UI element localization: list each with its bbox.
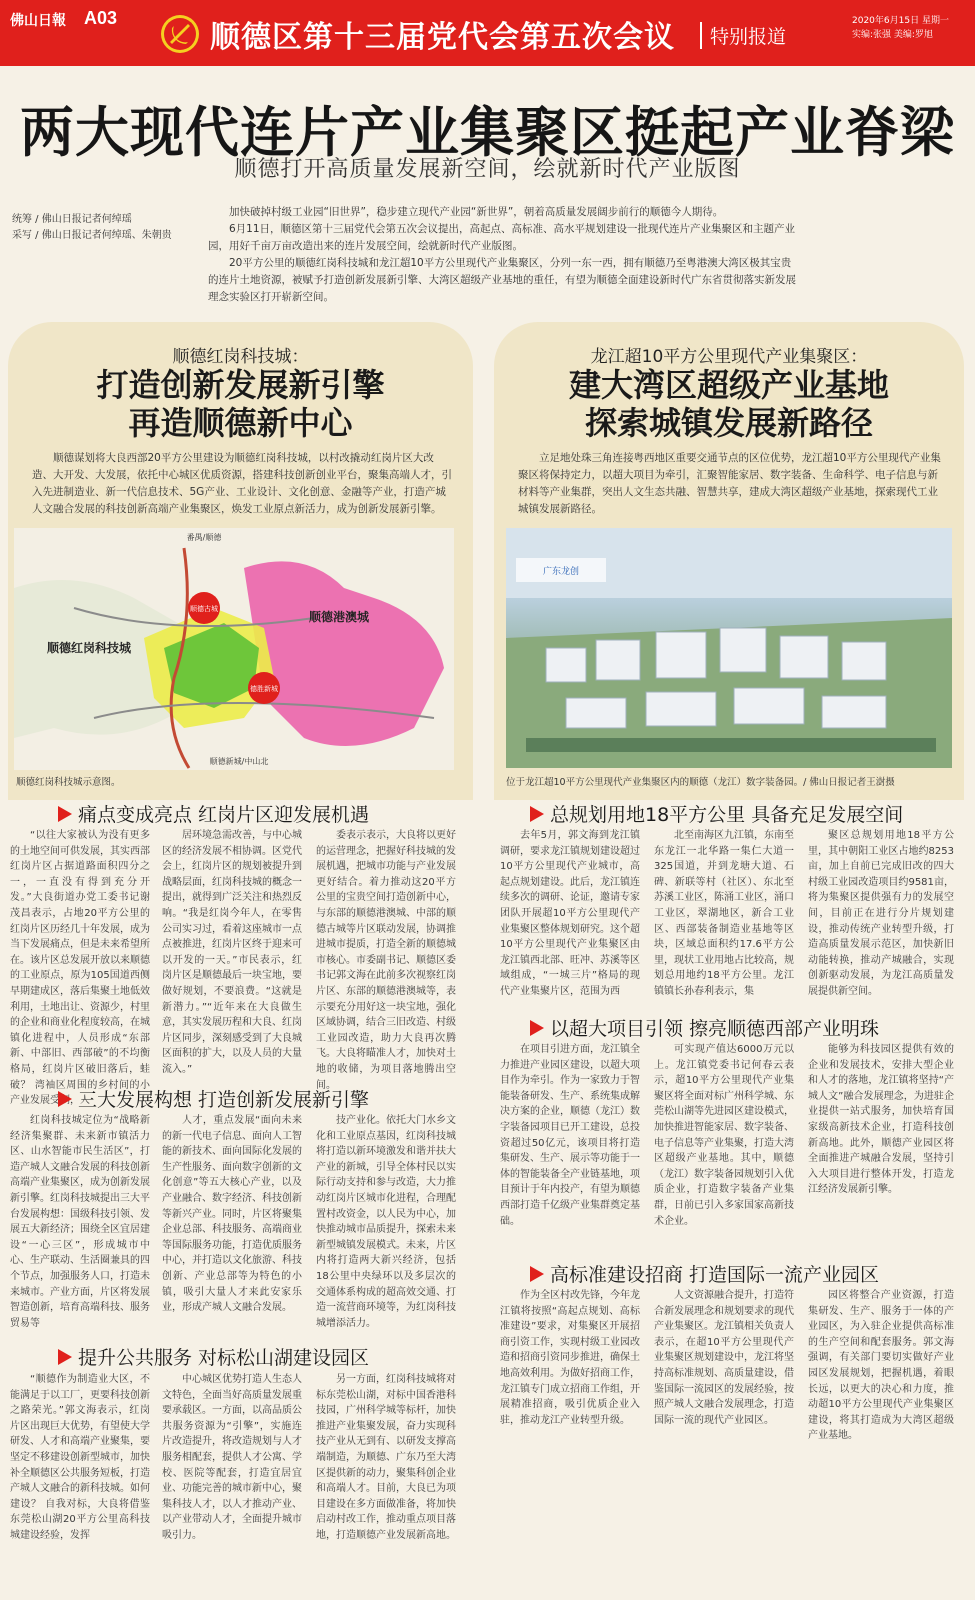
article-text: 委表示表示，大良将以更好的运营理念，把握好科技城的发展机遇，把城市功能与产业发展更好结合。着力推动这20平方公里的宝贵空间打造创新中心，与东部的顺德港澳城、中部的顺德古城等片区联动发展，协调推进城市提质，打造全新的顺德城市核心。市委副书记、顺德区委书记郭文海在此前多次视察红岗片区、东部的顺德港澳城等，表示要充分用好这一块宝地，强化区域协调，结合三旧改造、村级工业园改造，助力大良再次腾飞。大良将瞄准人才，加快对土地的收储，为项目落地腾出空间。 [316, 830, 456, 1091]
lead-paragraphs [208, 204, 798, 306]
photo-sign: 广东龙创 [542, 567, 580, 577]
right-panel-title [494, 366, 964, 442]
editors: 实编:张强 美编:罗旭 [852, 30, 933, 40]
map-label-hk: 顺德港澳城 [308, 610, 370, 624]
article-text: 居环境急需改善，与中心城区的经济发展不相协调。区党代会上，红岗片区的规划被提升到战略层面，红岗科技城的概念一提出，就得到广泛关注和热烈反响。“我是红岗今年人，在零售公司实习过，看着这座城市一点点被推进，红岗片区终于迎来可以开发的一天。”市民表示，红岗片区是顺德最后一块宝地，要做好规划，不要浪费。“这就是新潜力。”“近年来在大良做生意，其实发展历程和大良、红岗片区同步，深刻感受到了大良城区面积的扩大，以及人员的大量流入。” [162, 830, 302, 1075]
party-emblem-icon [160, 14, 200, 54]
left-section-2-col1 [10, 1113, 150, 1331]
right-panel-title-line1: 建大湾区超级产业基地 [568, 366, 889, 404]
right-feature-panel [494, 322, 964, 800]
article-text: 另一方面，红岗科技城将对标东莞松山湖，对标中国香港科技园，广州科学城等标杆，加快推进产业集聚发展，奋力实现科技产业从无到有、以研发支撑高端制造，为顺德、广东乃至大湾区提供新的动力，聚集科创企业和高端人才。目前，大良已为项目建设在多方面做准备，将加快启动村改工作，推动重点项目落地，打造顺德产业发展新高地。 [316, 1374, 456, 1541]
map-label-new: 德胜新城 [250, 685, 278, 693]
right-section-1-col3 [808, 828, 954, 998]
right-section-2-col2 [654, 1042, 794, 1242]
left-section-3-col3 [316, 1372, 456, 1594]
right-section-2-head [530, 1014, 879, 1041]
headline: 两大现代连片产业集聚区挺起产业脊梁 [20, 101, 955, 164]
left-section-3-head [58, 1343, 369, 1370]
right-section-3-col2 [654, 1288, 794, 1594]
left-panel-title-line1: 打造创新发展新引擎 [96, 366, 385, 404]
article-text: 园区将整合产业资源，打造集研发、生产、服务于一体的产业园区，为入驻企业提供高标准的生产空间和配套服务。郭文海强调，有关部门要切实做好产业园区发展规划，把握机遇，着眼长远，以更大的决心和力度，推动超10平方公里现代产业集聚区建设，将其打造成为大湾区超级产业基地。 [808, 1290, 954, 1442]
left-section-2-col3 [316, 1113, 456, 1331]
article-text: 人文资源融合提升，打造符合新发展理念和规划要求的现代产业集聚区。龙江镇相关负责人表示，在超10平方公里现代产业集聚区规划建设中，龙江将坚持高标准规划、高质量建设，借鉴国际一流园区的发展经验，按照产城人文融合发展理念，打造国际一流的现代产业园区。 [654, 1290, 794, 1426]
right-section-1-head [530, 800, 903, 827]
triangle-bullet-icon [58, 1091, 72, 1107]
left-panel-title-line2: 再造顺德新中心 [128, 404, 353, 442]
right-section-3-col1 [500, 1288, 640, 1594]
right-section-1-title: 总规划用地18平方公里 具备充足发展空间 [550, 804, 904, 826]
map-label-ancient: 顺德古城 [190, 605, 218, 613]
article-text: 人才，重点发展“面向未来的新一代电子信息、面向人工智能的新技术、面向国际化发展的生产性服务、面向数字创新的文化创意”等五大核心产业，以及产业融合、数字经济、科技创新等新兴产业。同时，片区将聚集企业总部、科技服务、高端商业等国际服务功能，打造优质服务中心，并打造以文化旅游、科技创新、产业总部等为特色的小镇，吸引大量人才来此安家乐业，形成产城人文融合发展。 [162, 1115, 302, 1314]
left-panel-intro: 顺德谋划将大良西部20平方公里建设为顺德红岗科技城，以村改撬动红岗片区大改造、大开发、大发展，依托中心城区优质资源，搭建科技创新创业平台，聚集高端人才，引入先进制造业、新一代信息技术、5G产业、工业设计、文化创意、金融等产业，打造产城人文融合发展的科技创新高端产业集聚区，焕发工业原点新活力，成为创新发展新引擎。 [32, 452, 452, 515]
left-section-1-title: 痛点变成亮点 红岗片区迎发展机遇 [78, 804, 370, 826]
left-feature-panel [8, 322, 473, 800]
left-section-3-col2 [162, 1372, 302, 1594]
right-section-2-title: 以超大项目引领 擦亮顺德西部产业明珠 [550, 1018, 880, 1040]
left-section-3-title: 提升公共服务 对标松山湖建设园区 [78, 1347, 370, 1369]
article-text: 可实现产值达6000万元以上。龙江镇党委书记何春云表示，超10平方公里现代产业集聚区将全面对标广州科学城、东莞松山湖等先进园区建设模式，加快推进智能家居、数字装备、电子信息等产业集聚，打造大湾区超级产业基地。其中，顺德（龙江）数字装备园规划引入优质企业，打造数字装备产业集群，日前已引入多家国家高新技术企业。 [654, 1044, 794, 1227]
triangle-bullet-icon [58, 806, 72, 822]
lead-paragraph: 20平方公里的顺德红岗科技城和龙江超10平方公里现代产业集聚区，分列一东一西，拥有顺德乃至粤港澳大湾区极其宝贵的连片土地资源，被赋予打造创新发展新引擎、大湾区超级产业基地的重任，有望为顺德全面建设新时代广东省贯彻落实新发展理念实验区打开崭新空间。 [208, 257, 796, 303]
lead-paragraph: 加快破掉村级工业园“旧世界”，稳步建立现代产业园“新世界”，朝着高质量发展阔步前行的顺德今人期待。 [229, 206, 724, 218]
left-section-1-col2 [162, 828, 302, 1075]
article-text: 红岗科技城定位为“战略新经济集聚群、未来新市镇活力区、山水智能市民生活区”，打造产城人文融合发展的科技创新高端产业集聚区，成为创新发展新引擎。红岗科技城提出三大平台发展构想：国级科技引领、发展五大新经济；围绕全区宜居建设“一心三区”，形成城市中心、生产联动、生活圈兼具的四个节点，加强服务人口，打造未来城市。产业方面，片区将发展智造创新，培育高端科技、服务贸易等 [10, 1115, 150, 1329]
article-text: “顺德作为制造业大区，不能满足于以工厂，更要科技创新之路荣光。”郭文海表示，红岗片区出现巨大优势，有望使大学研发、人才和高端产业聚集，要坚定不移建设创新型城市，加快补全顺德区公共服务短板，打造产城人文融合的新科技城。如何建设？ 自我对标，大良将借鉴东莞松山湖20平方公里高科技城建设经验，发挥 [10, 1374, 150, 1541]
right-section-3-head [530, 1260, 879, 1287]
left-section-1-col1 [10, 828, 150, 1107]
article-text: 聚区总规划用地18平方公里，其中朝阳工业区占地约8253亩，加上自前已完成旧改的四大村级工业园改造项目约9581亩，将为集聚区提供强有力的发展空间，目前正在进行分片规划建设，推动传统产业转型升级，打造高质量发展示范区，加快新旧动能转换，推动产城融合，实现创新驱动发展，为龙江高质量发展提供新空间。 [808, 830, 954, 997]
left-panel-caption: 顺德红岗科技城示意图。 [16, 777, 121, 788]
right-section-2-col3 [808, 1042, 954, 1242]
industrial-park-photo [506, 528, 952, 768]
article-text: 去年5月，郭文海到龙江镇调研，要求龙江镇规划建设超过10平方公里现代产业城市，高起点规划建设。此后，龙江镇连续多次的调研、论证，邀请专家团队开展超10平方公里现代产业集聚区整体规划研究。这个超10平方公里现代产业集聚区由龙江镇西北部、旺冲、苏溪等区域组成，“一城三片”格局的现代产业集聚片区，范围为西 [500, 830, 640, 997]
lead-paragraph: 6月11日，顺德区第十三届党代会第五次会议提出，高起点、高标准、高水平规划建设一批现代连片产业集聚区和主题产业园，用好千亩万亩改造出来的连片发展空间，绘就新时代产业版图。 [208, 223, 796, 252]
byline-reporters: 采写 / 佛山日报记者何绰瑶、朱朝贵 [12, 230, 172, 241]
triangle-bullet-icon [58, 1349, 72, 1365]
article-text: 在项目引进方面，龙江镇全力推进产业园区建设，以超大项目作为牵引。作为一家致力于智能装备研发、生产、系统集成解决方案的企业，顺德（龙江）数字装备园项目已开工建设，总投资超过50亿元，该项目将打造集研发、生产、展示等功能于一体的智能装备全产业链基地，项目预计于年内投产，有望为顺德西部打造千亿级产业集群奠定基础。 [500, 1044, 640, 1227]
right-panel-title-line2: 探索城镇发展新路径 [584, 404, 873, 442]
page-number: A03 [84, 8, 118, 28]
page-header [0, 0, 975, 66]
map-label-hg: 顺德红岗科技城 [46, 641, 132, 655]
newspaper-logo: 佛山日報 [10, 13, 66, 29]
article-text: 中心城区优势打造人生态人文特色，全面当好高质量发展重要承载区。一方面，以高品质公共服务资源为“引擎”，实施连片改造提升，将改造规划与人才服务相配套，提供人才公寓、学校、医院等配套，打造宜居宜业、功能完善的城市新中心，聚集科技人才，以人才推动产业、以产业带动人才，全面提升城市吸引力。 [162, 1374, 302, 1541]
right-panel-caption: 位于龙江超10平方公里现代产业集聚区内的顺德（龙江）数字装备园。/ 佛山日报记者王澍摄 [506, 777, 895, 788]
article-text: 作为全区村改先锋，今年龙江镇将按照“高起点规划、高标准建设”要求，对集聚区开展招商引资工作，实现村级工业园改造和招商引资同步推进，确保土地高效利用。为做好招商工作，龙江镇专门成立招商工作组，开展精准招商，吸引优质企业入驻，推动龙江产业转型升级。 [500, 1290, 640, 1426]
industrial-park-model-illustration [506, 528, 952, 768]
issue-date: 2020年6月15日 星期一 [852, 16, 949, 26]
article-text: 北至南海区九江镇，东南至东龙江一北华路一集仁大道一325国道，并到龙塘大道、石碑、新联等村（社区）、东北至苏溪工业区，陈涌工业区，涌口工业区，翠湖地区，新合工业区、西部装备制造业基地等区块，区域总面积约17.6平方公里，现状工业用地占比较高，规划总用地约18平方公里。龙江镇镇长孙春利表示，集 [654, 830, 794, 997]
left-section-1-head [58, 800, 369, 827]
header-date-block [852, 14, 949, 42]
article-text: 能够为科技园区提供有效的企业和发展技术，安排大型企业和人才的落地，龙江镇将坚持“产城人文”融合发展理念，为进驻企业提供一站式服务，加快培育国家级高新技术企业，打造科技创新高地。此外，顺德产业园区将全面推进产城融合发展，坚持引入大项目进行整体开发，打造龙江经济发展新引擎。 [808, 1044, 954, 1196]
left-section-2-col2 [162, 1113, 302, 1331]
right-panel-kicker: 龙江超10平方公里现代产业集聚区： [590, 347, 868, 367]
byline-coordinator: 统筹 / 佛山日报记者何绰瑶 [12, 214, 132, 225]
right-section-2-col1 [500, 1042, 640, 1242]
header-title: 顺德区第十三届党代会第五次会议 [210, 20, 675, 55]
left-panel-kicker: 顺德红岗科技城： [172, 347, 309, 367]
right-section-3-col3 [808, 1288, 954, 1594]
triangle-bullet-icon [530, 806, 544, 822]
right-section-1-col1 [500, 828, 640, 998]
map-label-north: 番禺/顺德 [186, 533, 222, 542]
article-text: “以往大家被认为没有更多的土地空间可供发展，其实西部红岗片区占据道路面积四分之一，一直没有得到充分开发。”大良街道办党工委书记谢茂昌表示，占地20平方公里的红岗片区历经几十年发展，成为当下发展痛点，但是未来希望所在。该片区总发展开放以来顺德的工业原点，原为105国道西侧早期建成区，落后集聚土地低效利用，土地出让、资源少，村里的企业和商业化程度较高，在城镇化进程中，人员形成“东部新、中部旧、西部破”的不均衡格局，红岗片区破旧落后，蛙破？ 湾袖区周围的乡村间的小产业发展受制，人 [10, 830, 150, 1107]
header-tag: 特别报道 [700, 22, 786, 49]
honggang-map [14, 528, 454, 770]
left-section-1-col3 [316, 828, 456, 1091]
right-section-1-col2 [654, 828, 794, 998]
map-label-south: 顺德新城/中山北 [209, 757, 269, 766]
article-text: 技产业化。依托大门水乡文化和工业原点基因，红岗科技城将打造以新环境激发和谐并扶大产业的新城，引导全体村民以实际行动支持和参与改造，大力推动红岗片区城市化进程，合理配置村改资金，以人民为中心，加快推动城市品质提升，探索未来新型城镇发展模式。未来，片区内将打造两大新兴经济，包括18公里中央绿环以及多层次的交通体系构成的超高效交通、打造一流营商环境等，为红岗科技城增添活力。 [316, 1115, 456, 1329]
right-panel-intro: 立足地处珠三角连接粤西地区重要交通节点的区位优势，龙江超10平方公里现代产业集聚区将保持定力，以超大项目为牵引，汇聚智能家居、数字装备、生命科学、电子信息与新材料等产业集群，突出人文生态共融、智慧共享，建成大湾区超级产业基地，探索现代工业城镇发展新路径。 [518, 452, 941, 515]
left-panel-title [8, 366, 473, 442]
left-section-3-col1 [10, 1372, 150, 1594]
right-section-3-title: 高标准建设招商 打造国际一流产业园区 [550, 1264, 880, 1286]
left-section-2-head [58, 1085, 369, 1112]
left-section-2-title: 三大发展构想 打造创新发展新引擎 [78, 1089, 370, 1111]
byline [12, 212, 172, 244]
triangle-bullet-icon [530, 1020, 544, 1036]
subheadline: 顺德打开高质量发展新空间，绘就新时代产业版图 [234, 157, 741, 182]
triangle-bullet-icon [530, 1266, 544, 1282]
